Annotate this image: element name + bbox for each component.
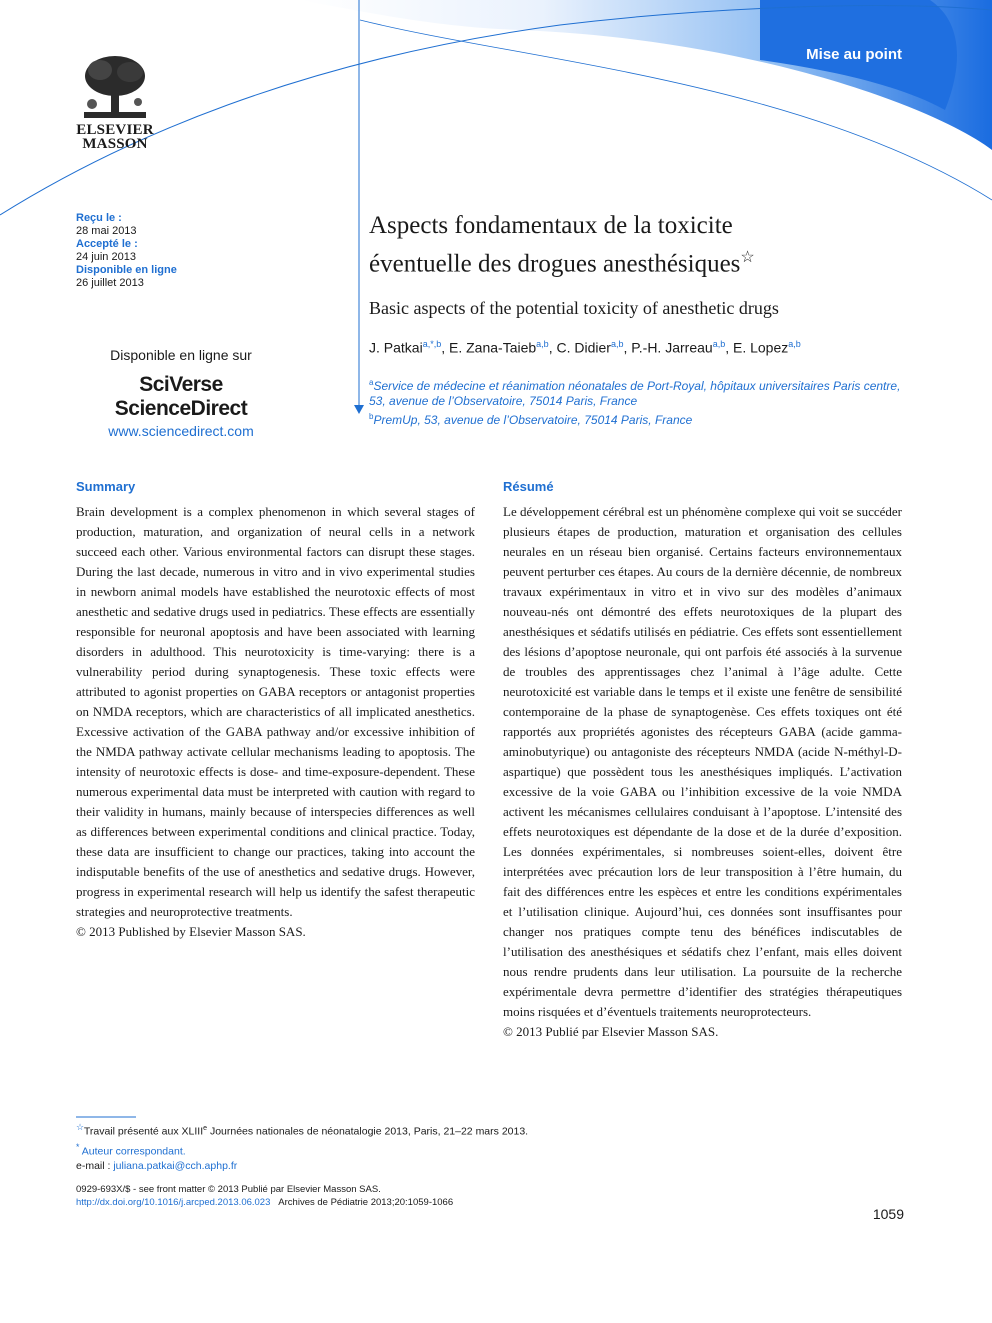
author-affil[interactable]: a,b xyxy=(610,339,624,349)
accepted-label: Accepté le : xyxy=(76,238,138,250)
online-label: Disponible en ligne xyxy=(76,264,177,276)
summary-copyright: © 2013 Published by Elsevier Masson SAS. xyxy=(76,924,306,939)
journal-citation: Archives de Pédiatrie 2013;20:1059-1066 xyxy=(278,1197,454,1208)
resume-copyright: © 2013 Publié par Elsevier Masson SAS. xyxy=(503,1024,719,1039)
affiliations xyxy=(369,375,909,428)
publisher-line1: ELSEVIER xyxy=(76,122,154,138)
author-affil[interactable]: a,b xyxy=(536,339,549,349)
elsevier-tree-icon xyxy=(78,52,152,124)
sciencedirect-link[interactable]: www.sciencedirect.com xyxy=(108,423,254,439)
sciencedirect-brand: SciVerse ScienceDirect xyxy=(114,373,248,420)
affiliation-item: $^b$PremUp, 53, avenue de l’Observatoire, 75014 Paris, France xyxy=(369,412,693,427)
received-date: 28 mai 2013 xyxy=(76,225,137,237)
resume-heading: Résumé xyxy=(503,479,554,494)
author: P.-H. Jarreau xyxy=(631,339,713,356)
doi-link[interactable]: http://dx.doi.org/10.1016/j.arcped.2013.06.023 xyxy=(76,1197,271,1208)
email-link[interactable]: juliana.patkai@cch.aphp.fr xyxy=(113,1160,238,1172)
received-label: Reçu le : xyxy=(76,212,122,224)
footnote-email: e-mail : juliana.patkai@cch.aphp.fr xyxy=(76,1160,238,1172)
summary-heading: Summary xyxy=(76,479,136,494)
accepted-date: 24 juin 2013 xyxy=(76,251,136,263)
page-number: 1059 xyxy=(872,1206,904,1222)
title-footnote-star[interactable]: ☆ xyxy=(740,249,755,266)
section-label: Mise au point xyxy=(806,46,902,63)
summary-text: Brain development is a complex phenomenon in which several stages of production, maturation, and organization of neural cells in a network succeed each other. Various environmental factors can disrupt these stages. During the last decade, numerous in vitro and in vivo experimental studies in newborn animal models have established the neurotoxic effects of most anesthetic and sedative drugs used in pediatrics. These effects are essentially responsible for neuronal apoptosis and have been associated with learning disorders in adulthood. This neurotoxicity is time-varying: there is a vulnerability period during synaptogenesis. These toxic effects were attributed to agonist properties on GABA receptors or antagonist properties on NMDA receptors, which are characteristics of all implicated anesthetics. Excessive activation of the GABA pathway and/or excessive inhibition of the NMDA pathway activate cellular mechanisms leading to apoptosis. The intensity of neurotoxic effects is dose- and time-exposure-dependent. These numerous experimental data must be interpreted with caution with regard to their validity in humans, mainly because of interspecies differences as well as differences between experimental conditions and clinical practice. Today, these data are insufficient to change our practices, taking into account the indisputable benefits of the use of anesthetics and sedative drugs. However, progress in experimental research will help us identify the safest therapeutic strategies and neuroprotective treatments. xyxy=(76,504,475,919)
author: J. Patkai xyxy=(369,339,423,356)
doi-line xyxy=(76,1196,453,1209)
publisher-line2: MASSON xyxy=(82,136,148,152)
issn-line: 0929-693X/$ - see front matter © 2013 Publié par Elsevier Masson SAS. xyxy=(76,1184,381,1195)
author: E. Lopez xyxy=(732,339,789,356)
title-line1: Aspects fondamentaux de la toxicite xyxy=(369,212,733,239)
title-line2: éventuelle des drogues anesthésiques☆ xyxy=(369,249,755,278)
sciencedirect-block xyxy=(76,347,286,439)
affiliation-item: $^a$Service de médecine et réanimation néonatales de Port-Royal, hôpitaux universitaires Paris centre, 53, avenue de l’Observatoire, 75014 Paris, France xyxy=(369,378,901,408)
author: C. Didier xyxy=(556,339,611,356)
author: E. Zana-Taieb xyxy=(449,339,537,356)
author-affil[interactable]: a,b xyxy=(788,339,801,349)
online-date: 26 juillet 2013 xyxy=(76,277,144,289)
footnote-presentation: ☆Travail présenté aux XLIIIe Journées nationales de néonatalogie 2013, Paris, 21–22 mars 2013. xyxy=(76,1122,529,1138)
article-subtitle: Basic aspects of the potential toxicity of anesthetic drugs xyxy=(369,298,779,318)
author-affil[interactable]: a,*,b xyxy=(422,339,442,349)
resume-text: Le développement cérébral est un phénomène complexe qui voit se succéder plusieurs étapes de production, maturation et organisation des cellules neurales en un réseau bien organisé. Certains facteurs environnementaux peuvent perturber ces étapes. Au cours de la dernière décennie, de nombreux travaux expérimentaux in vitro et in vivo sur des modèles d’animaux nouveau-nés ont démontré des effets neurotoxiques de la plupart des anesthésiques et sédatifs utilisés en pédiatrie. Ces effets sont essentiellement des lésions d’apoptose neuronale, qui ont parfois été associés à la survenue de troubles des apprentissages chez l’animal à l’âge adulte. Cette neurotoxicité est variable dans le temps et il existe une fenêtre de sensibilité contemporaine de la phase de synaptogenèse. Ces effets toxiques ont été rapportés aux propriétés agonistes des récepteurs GABA (acide gamma-aminobutyrique) ou antagoniste des récepteurs NMDA (acide N-méthyl-D-aspartique) que possèdent tous les anesthésiques impliqués. L’activation excessive de la voie GABA ou l’inhibition excessive de la voie NMDA activent les mécanismes cellulaires conduisant à l’apoptose. L’intensité des effets neurotoxiques est dépendante de la dose et de la durée d’exposition. Les données expérimentales, si nombreuses soient-elles, doivent être interprétées avec précaution lors de leur transposition à l’être humain, du fait des différences entre les espèces et entre les conditions expérimentales et l’utilisation clinique. Aujourd’hui, ces données sont insuffisantes pour changer nos pratiques compte tenu des bénéfices indiscutables de l’utilisation des anesthésiques et sédatifs chez l’enfant, mais elles doivent nous rendre prudents dans leur utilisation. La poursuite de la recherche expérimentale devra permettre d’identifier des stratégies thérapeutiques moins risquées et d’éventuels traitements neuroprotecteurs. xyxy=(503,504,902,1019)
publisher-name xyxy=(72,123,158,151)
author-list: J. Patkai$^{a,*,b}$, E. Zana-Taieb$^{a,b}$, C. Didier$^{a,b}$, P.-H. Jarreau$^{a,b}$, E. Lopez$^{a,b}$ xyxy=(369,339,801,356)
available-online-text: Disponible en ligne sur xyxy=(110,347,252,363)
summary-section xyxy=(76,479,475,942)
issn-block xyxy=(76,1183,453,1209)
footnotes xyxy=(76,1120,528,1174)
resume-section xyxy=(503,479,902,1042)
rule-arrow xyxy=(354,405,364,414)
article-dates xyxy=(76,212,177,290)
author-affil[interactable]: a,b xyxy=(712,339,726,349)
article-title xyxy=(369,210,929,280)
footnote-corresponding: * Auteur correspondant. xyxy=(76,1141,186,1157)
